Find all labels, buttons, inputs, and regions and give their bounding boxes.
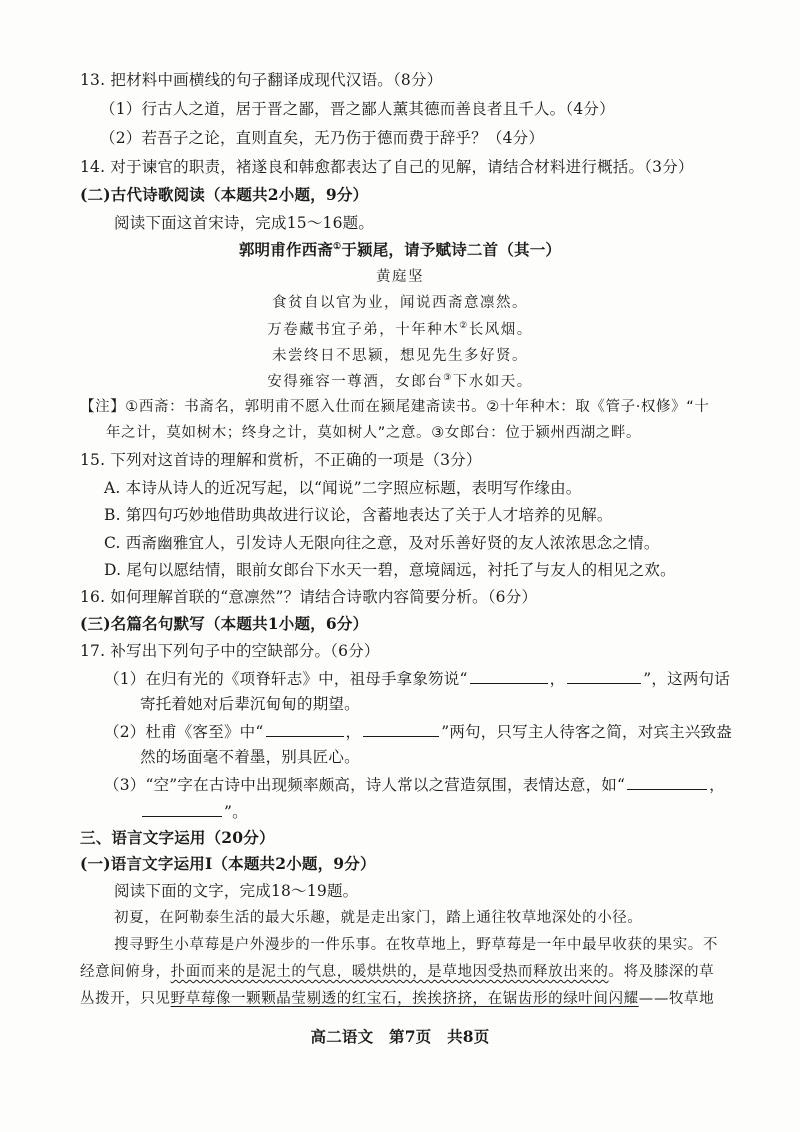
q13-stem: 13. 把材料中画横线的句子翻译成现代汉语。（8分） <box>80 71 443 89</box>
poem-title <box>0 240 800 260</box>
footnote-marker: ① <box>333 241 342 252</box>
q15-stem: 15. 下列对这首诗的理解和赏析，不正确的一项是（3分） <box>80 451 482 469</box>
wavy-underlined-sentence: 扑面而来的是泥土的气息，暖烘烘的，是草地因受热而释放出来的 <box>170 964 609 980</box>
passage-paragraph-2-line-3 <box>80 989 714 1009</box>
q17-sub1-line2: 寄托着她对后辈沉甸甸的期望。 <box>140 695 360 713</box>
q15-option-d: D. 尾句以愿结情，眼前女郎台下水天一碧，意境阔远，衬托了与友人的相见之欢。 <box>104 561 676 579</box>
section-heading-poetry: (二)古代诗歌阅读（本题共2小题，9分） <box>80 185 369 204</box>
poetry-intro: 阅读下面这首宋诗，完成15～16题。 <box>114 214 375 232</box>
poem-author: 黄庭坚 <box>376 269 424 285</box>
language-intro: 阅读下面的文字，完成18～19题。 <box>114 882 359 900</box>
answer-blank[interactable] <box>627 774 707 790</box>
q17-sub2-line2: 然的场面毫不着墨，别具匠心。 <box>140 748 360 766</box>
q13-sub1: （1）行古人之道，居于晋之鄙，晋之鄙人薰其德而善良者且千人。（4分） <box>100 100 615 118</box>
poem-title-part-b: 于颍尾，请予赋诗二首（其一） <box>341 240 562 259</box>
section-subheading-language-1: (一)语言文字运用Ⅰ（本题共2小题，9分） <box>80 854 376 873</box>
section-heading-language: 三、语言文字运用（20分） <box>80 828 275 847</box>
q13-sub2: （2）若吾子之论，直则直矣，无乃伤于德而费于辞乎？（4分） <box>100 129 545 147</box>
passage-paragraph-2-line-1: 搜寻野生小草莓是户外漫步的一件乐事。在牧草地上，野草莓是一年中最早收获的果实。不 <box>114 937 718 953</box>
answer-blank[interactable] <box>266 721 344 737</box>
poem-line-4-b: 下水如天。 <box>452 374 533 390</box>
poem-notes-line-2: 年之计，莫如树木；终身之计，莫如树人”之意。③女郎台：位于颍州西湖之畔。 <box>106 425 642 441</box>
q17-sub2-sep: ， <box>345 723 362 741</box>
q17-sub3-line2 <box>140 801 248 822</box>
q17-sub3-text-a: （3）“空”字在古诗中出现频率颇高，诗人常以之营造氛围，表情达意，如“ <box>104 776 626 794</box>
poem-line-1: 食贫自以官为业，闻说西斋意凛然。 <box>272 295 528 311</box>
poem-line-4 <box>0 372 800 392</box>
q17-sub1-line1 <box>104 668 730 689</box>
answer-blank[interactable] <box>142 801 222 817</box>
poem-title-part-a: 郭明甫作西斋 <box>238 240 334 259</box>
passage-paragraph-1: 初夏，在阿勒泰生活的最大乐趣，就是走出家门，踏上通往牧草地深处的小径。 <box>114 910 643 926</box>
q15-option-a: A. 本诗从诗人的近况写起，以“闻说”二字照应标题，表明写作缘由。 <box>104 479 582 497</box>
poem-line-2-b: 长风烟。 <box>468 322 533 338</box>
section-heading-recitation: (三)名篇名句默写（本题共1小题，6分） <box>80 614 369 633</box>
poem-line-4-a: 安得雍容一尊酒，女郎台 <box>267 374 444 390</box>
passage-text: 。将及膝深的草 <box>608 964 715 980</box>
q17-sub2-text-a: （2）杜甫《客至》中“ <box>104 723 264 741</box>
q17-sub1-text-b: ”，这两句话 <box>643 670 730 688</box>
q17-sub2-text-b: ”两句，只写主人待客之简，对宾主兴致盎 <box>441 723 732 741</box>
poem-line-3: 未尝终日不思颍，想见先生多好贤。 <box>272 348 528 364</box>
poem-notes-line-1: 【注】①西斋：书斋名，郭明甫不愿入仕而在颍尾建斋读书。②十年种木：取《管子·权修》“十 <box>80 399 710 415</box>
passage-text: 经意间俯身， <box>80 964 171 980</box>
q16-stem: 16. 如何理解首联的“意凛然”？请结合诗歌内容简要分析。（6分） <box>80 588 538 606</box>
q17-sub1-sep: ， <box>549 670 566 688</box>
q15-option-b: B. 第四句巧妙地借助典故进行议论，含蓄地表达了关于人才培养的见解。 <box>104 506 613 524</box>
q17-stem: 17. 补写出下列句子中的空缺部分。（6分） <box>80 642 380 660</box>
passage-text: 丛拨开，只见 <box>80 991 171 1007</box>
underlined-sentence: 野草莓像一颗颗晶莹剔透的红宝石，挨挨挤挤，在锯齿形的绿叶间闪耀 <box>170 991 639 1007</box>
q15-option-c: C. 西斋幽雅宜人，引发诗人无限向往之意，及对乐善好贤的友人浓浓思念之情。 <box>104 534 660 552</box>
page-footer: 高二语文 第7页 共8页 <box>310 1027 490 1046</box>
q17-sub2-line1 <box>104 721 732 742</box>
q17-sub3-line1 <box>104 774 725 795</box>
footnote-marker: ② <box>459 321 469 332</box>
poem-line-2 <box>0 320 800 340</box>
q17-sub1-text-a: （1）在归有光的《项脊轩志》中，祖母手拿象笏说“ <box>104 670 468 688</box>
poem-line-2-a: 万卷藏书宜子弟，十年种木 <box>267 322 460 338</box>
passage-text: ——牧草地 <box>638 991 715 1007</box>
q14-stem: 14. 对于谏官的职责，褚遂良和韩愈都表达了自己的见解，请结合材料进行概括。（3分） <box>80 158 694 176</box>
footnote-marker: ③ <box>443 373 453 384</box>
answer-blank[interactable] <box>363 721 439 737</box>
passage-paragraph-2-line-2 <box>80 962 714 982</box>
answer-blank[interactable] <box>567 668 641 684</box>
answer-blank[interactable] <box>470 668 548 684</box>
q17-sub3-sep: ， <box>709 776 725 794</box>
q17-sub3-end: ”。 <box>224 803 248 821</box>
